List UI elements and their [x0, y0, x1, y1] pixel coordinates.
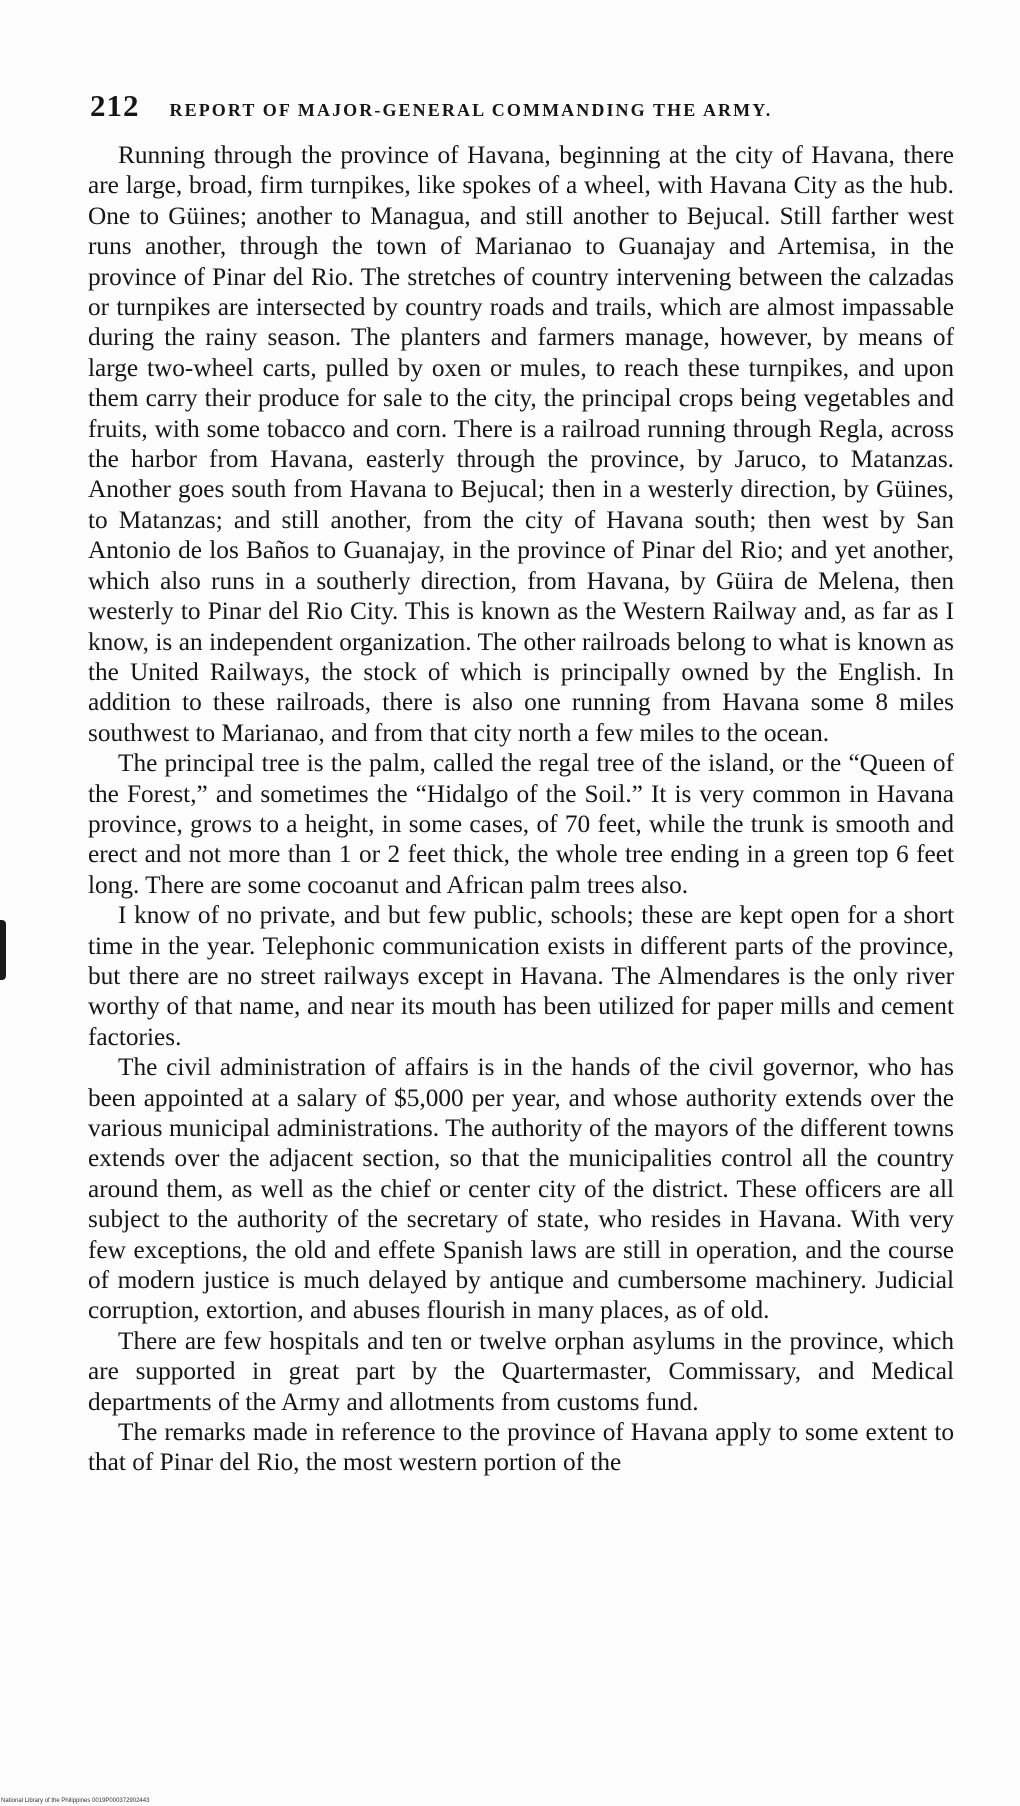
binding-edge-mark — [0, 920, 6, 980]
paragraph-civil-administration: The civil administration of affairs is in the hands of the civil governor, who has been appointed at a salary of $5,000 per year, and whose authority extends over the various municipal administrations. The authority of the mayors of the different towns extends over the adjacent section, so that the municipalities control all the country around them, as well as the chief or center city of the district. These officers are all subject to the authority of the secretary of state, who resides in Havana. With very few exceptions, the old and effete Spanish laws are still in operation, and the course of modern justice is much delayed by antique and cumbersome machinery. Judicial corruption, extortion, and abuses flourish in many places, as of old. — [88, 1053, 954, 1325]
body-text — [88, 140, 954, 1478]
page-number: 212 — [90, 88, 140, 123]
paragraph-schools: I know of no private, and but few public, schools; these are kept open for a short time in the year. Telephonic communication exists in different parts of the province, but there are no street railways except in Havana. The Almendares is the only river worthy of that name, and near its mouth has been utilized for paper mills and cement factories. — [88, 901, 954, 1051]
paragraph-turnpikes-railroads: Running through the province of Havana, beginning at the city of Havana, there are large, broad, firm turnpikes, like spokes of a wheel, with Havana City as the hub. One to Güines; another to Managua, and still another to Bejucal. Still farther west runs another, through the town of Marianao to Guanajay and Artemisa, in the province of Pinar del Rio. The stretches of country intervening between the calzadas or turnpikes are intersected by country roads and trails, which are almost impassable during the rainy season. The planters and farmers manage, however, by means of large two-wheel carts, pulled by oxen or mules, to reach these turnpikes, and upon them carry their produce for sale to the city, the principal crops being vegetables and fruits, with some tobacco and corn. There is a railroad running through Regla, across the harbor from Havana, easterly through the province, by Jaruco, to Matanzas. Another goes south from Havana to Bejucal; then in a westerly direction, by Güines, to Matanzas; and still another, from the city of Havana south; then west by San Antonio de los Baños to Guanajay, in the province of Pinar del Rio; and yet another, which also runs in a southerly direction, from Havana, by Güira de Melena, then westerly to Pinar del Rio City. This is known as the Western Railway and, as far as I know, is an independent organization. The other railroads belong to what is known as the United Railways, the stock of which is principally owned by the English. In addition to these railroads, there is also one running from Havana some 8 miles southwest to Marianao, and from that city north a few miles to the ocean. — [88, 141, 954, 747]
running-head: REPORT OF MAJOR-GENERAL COMMANDING THE ARMY. — [169, 100, 773, 120]
scan-footer-note: National Library of the Philippines 0019P000372902443 — [1, 1798, 150, 1804]
page-header — [90, 88, 950, 128]
paragraph-hospitals: There are few hospitals and ten or twelve orphan asylums in the province, which are supported in great part by the Quartermaster, Commissary, and Medical departments of the Army and allotments from customs fund. — [88, 1326, 954, 1416]
paragraph-palm-tree: The principal tree is the palm, called the regal tree of the island, or the “Queen of the Forest,” and sometimes the “Hidalgo of the Soil.” It is very common in Havana province, grows to a height, in some cases, of 70 feet, while the trunk is smooth and erect and not more than 1 or 2 feet thick, the whole tree ending in a green top 6 feet long. There are some cocoanut and African palm trees also. — [88, 749, 954, 899]
paragraph-pinar-del-rio: The remarks made in reference to the province of Havana apply to some extent to that of Pinar del Rio, the most western portion of the — [88, 1418, 954, 1477]
